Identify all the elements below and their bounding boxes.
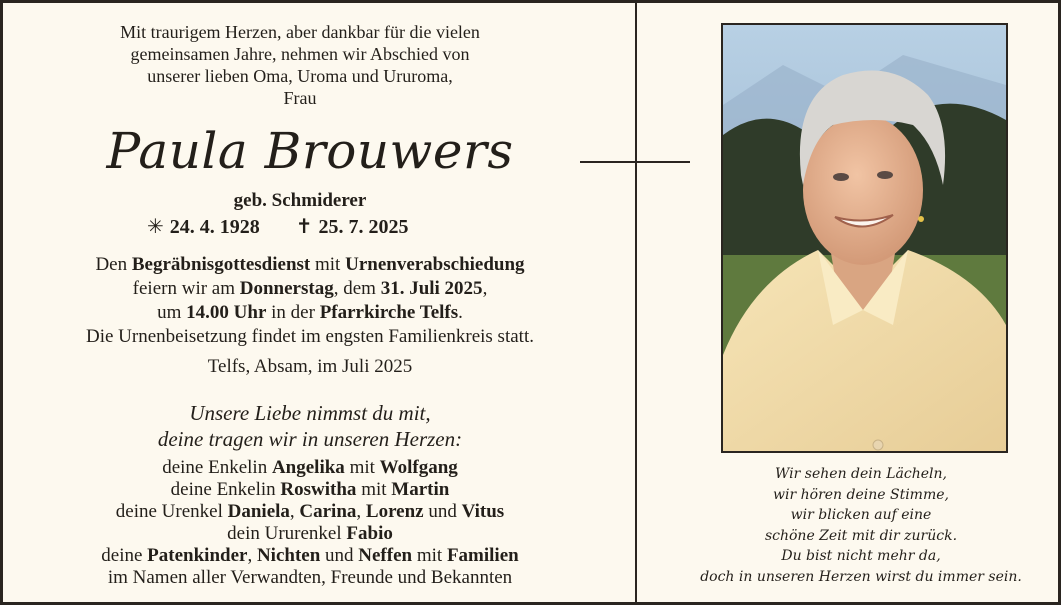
column-divider (635, 3, 637, 602)
mourner-name: Lorenz (365, 501, 424, 522)
intro-line: unserer lieben Oma, Uroma und Ururoma, (147, 66, 453, 86)
intro-line: Frau (283, 88, 317, 108)
text: um (157, 302, 187, 323)
text: und (423, 501, 462, 522)
death-date: 25. 7. 2025 (318, 216, 409, 238)
mourner-name: Vitus (461, 501, 505, 522)
mourner-name: Roswitha (280, 479, 357, 500)
mourner-name: Angelika (271, 457, 345, 478)
service-line (3, 301, 617, 325)
text: deine (101, 545, 148, 566)
text: dein Ururenkel (227, 523, 347, 544)
service-line (3, 277, 617, 301)
intro-line: Mit traurigem Herzen, aber dankbar für die vielen (120, 22, 480, 42)
intro-line: gemeinsamen Jahre, nehmen wir Abschied von (130, 44, 470, 64)
intro-text (3, 21, 597, 109)
text: feiern wir am (132, 278, 240, 299)
birth-star-icon: ✳ (147, 216, 164, 238)
poem-line: Du bist nicht mehr da, (781, 548, 941, 564)
verse-line: Unsere Liebe nimmst du mit, (189, 401, 431, 425)
poem-line: Wir sehen dein Lächeln, (775, 466, 947, 482)
text: deine Enkelin (162, 457, 272, 478)
service-line: Die Urnenbeisetzung findet im engsten Familienkreis statt. (86, 326, 534, 347)
birth-date: 24. 4. 1928 (169, 216, 260, 238)
service-day: Donnerstag (239, 278, 334, 299)
service-church: Pfarrkirche Telfs (319, 302, 459, 323)
text: mit (310, 254, 346, 275)
service-date: 31. Juli 2025 (380, 278, 483, 299)
poem (661, 464, 1061, 587)
text: , (289, 501, 300, 522)
mourner-row (3, 501, 617, 523)
text: mit (356, 479, 392, 500)
mourner-row (3, 457, 617, 479)
mourner-row (3, 479, 617, 501)
text: und (320, 545, 359, 566)
earring (918, 216, 924, 222)
text: , (356, 501, 366, 522)
portrait-photo (721, 23, 1008, 453)
mourner-row (3, 545, 617, 567)
text: , (482, 278, 488, 299)
face (803, 115, 923, 265)
left-eye (833, 173, 849, 181)
text: in der (266, 302, 320, 323)
service-line (3, 253, 617, 277)
mourners-list (3, 457, 617, 589)
text: Den (95, 254, 132, 275)
poem-line: schöne Zeit mit dir zurück. (764, 527, 958, 544)
text: , (247, 545, 257, 566)
poem-line: doch in unseren Herzen wirst du immer sein. (700, 568, 1022, 585)
place-and-date: Telfs, Absam, im Juli 2025 (207, 356, 413, 377)
text: deine Urenkel (115, 501, 228, 522)
service-time: 14.00 Uhr (186, 302, 267, 323)
mourner-name: Fabio (346, 523, 393, 544)
mourner-group: Patenkinder (147, 545, 248, 566)
text: mit (412, 545, 447, 566)
service-detail: Urnenverabschiedung (345, 254, 525, 275)
text: deine Enkelin (170, 479, 281, 500)
mourner-name: Daniela (227, 501, 290, 522)
text: , dem (333, 278, 381, 299)
mourner-row (3, 523, 617, 545)
mourner-group: Familien (446, 545, 519, 566)
button (873, 440, 883, 450)
text: mit (344, 457, 380, 478)
service-type: Begräbnisgottesdienst (131, 254, 311, 275)
verse-line: deine tragen wir in unseren Herzen: (157, 427, 463, 451)
life-dates (147, 213, 409, 241)
mourner-name: Carina (299, 501, 357, 522)
mourner-name: Wolfgang (379, 457, 458, 478)
text-column (3, 3, 635, 602)
mourner-row: im Namen aller Verwandten, Freunde und Bekannten (107, 567, 513, 588)
service-announcement (3, 253, 617, 349)
portrait-illustration (723, 25, 1006, 451)
birth-name: geb. Schmiderer (233, 190, 367, 211)
text: . (458, 302, 463, 323)
poem-line: wir hören deine Stimme, (773, 486, 949, 503)
mourner-name: Martin (391, 479, 450, 500)
poem-line: wir blicken auf eine (790, 507, 932, 523)
deceased-name: Paula Brouwers (106, 122, 514, 180)
death-cross-icon: ✝ (295, 216, 313, 238)
mourner-group: Neffen (358, 545, 413, 566)
right-eye (877, 171, 893, 179)
verse (3, 400, 617, 452)
mourner-group: Nichten (256, 545, 321, 566)
